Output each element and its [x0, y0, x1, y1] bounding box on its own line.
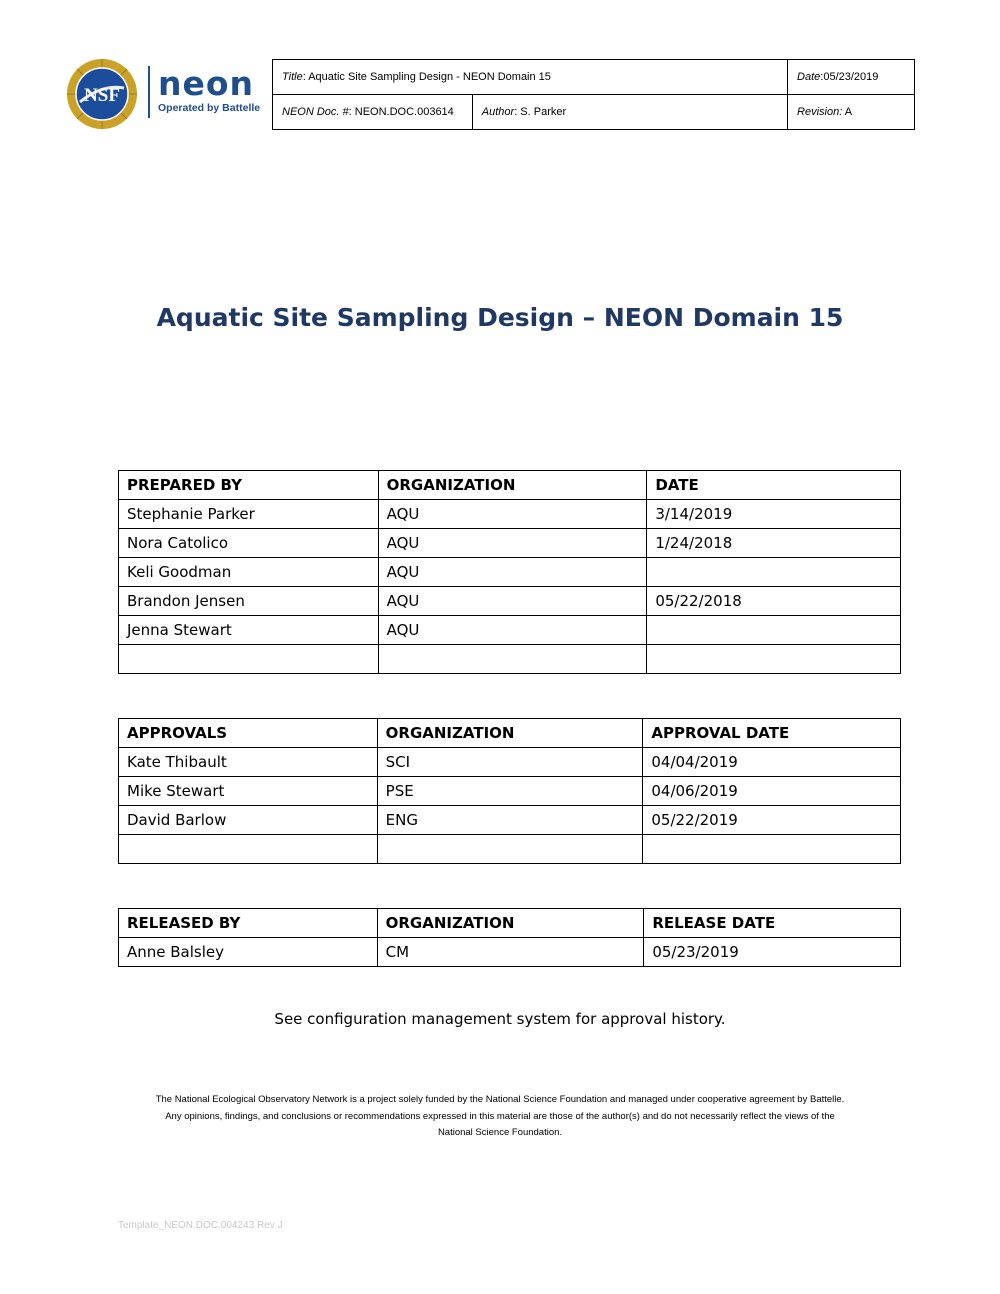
table-cell: Brandon Jensen: [119, 587, 379, 616]
neon-logo: [66, 58, 266, 130]
table-row: [119, 835, 901, 864]
table-header-row: [119, 909, 901, 938]
table-cell: PSE: [377, 777, 643, 806]
table-cell: David Barlow: [119, 806, 378, 835]
prepared-by-table: [118, 470, 901, 674]
column-header: APPROVAL DATE: [643, 719, 901, 748]
table-cell: [647, 616, 901, 645]
table-cell: [378, 645, 647, 674]
table-cell: CM: [377, 938, 644, 967]
table-cell: 05/22/2018: [647, 587, 901, 616]
table-cell: [643, 835, 901, 864]
table-cell: 04/06/2019: [643, 777, 901, 806]
table-row: [119, 500, 901, 529]
column-header: ORGANIZATION: [377, 909, 644, 938]
table-cell: AQU: [378, 529, 647, 558]
table-row: [119, 777, 901, 806]
header-revision-cell: Revision: A: [788, 95, 915, 130]
table-cell: Stephanie Parker: [119, 500, 379, 529]
table-cell: Anne Balsley: [119, 938, 378, 967]
table-cell: [647, 558, 901, 587]
table-cell: ENG: [377, 806, 643, 835]
table-cell: SCI: [377, 748, 643, 777]
disclaimer-line: The National Ecological Observatory Network is a project solely funded by the National Science Foundation and managed under cooperative agreement by Battelle.: [155, 1094, 845, 1105]
table-row: [119, 748, 901, 777]
table-row: [119, 645, 901, 674]
table-cell: [647, 645, 901, 674]
table-cell: 04/04/2019: [643, 748, 901, 777]
approvals-table: [118, 718, 901, 864]
column-header: APPROVALS: [119, 719, 378, 748]
column-header: DATE: [647, 471, 901, 500]
neon-tagline: Operated by Battelle: [158, 102, 261, 114]
column-header: ORGANIZATION: [378, 471, 647, 500]
logo-divider: [148, 66, 150, 118]
table-header-row: [119, 719, 901, 748]
approval-history-note: See configuration management system for approval history.: [274, 1010, 726, 1028]
column-header: ORGANIZATION: [377, 719, 643, 748]
table-cell: [119, 835, 378, 864]
table-cell: Jenna Stewart: [119, 616, 379, 645]
header-date-cell: Date:05/23/2019: [788, 60, 915, 95]
table-cell: [377, 835, 643, 864]
table-cell: Keli Goodman: [119, 558, 379, 587]
table-cell: AQU: [378, 500, 647, 529]
table-row: [119, 806, 901, 835]
document-title: Aquatic Site Sampling Design – NEON Domain 15: [156, 303, 844, 332]
table-cell: Mike Stewart: [119, 777, 378, 806]
table-row: [119, 938, 901, 967]
table-cell: 3/14/2019: [647, 500, 901, 529]
header-title-cell: Title: Aquatic Site Sampling Design - NEON Domain 15: [273, 60, 788, 95]
column-header: RELEASED BY: [119, 909, 378, 938]
header-doc-number-cell: NEON Doc. #: NEON.DOC.003614: [273, 95, 473, 130]
table-row: [119, 587, 901, 616]
table-cell: AQU: [378, 558, 647, 587]
header-author-cell: Author: S. Parker: [472, 95, 787, 130]
table-header-row: [119, 471, 901, 500]
table-row: [119, 616, 901, 645]
table-cell: [119, 645, 379, 674]
column-header: RELEASE DATE: [644, 909, 901, 938]
disclaimer-line: Any opinions, findings, and conclusions or recommendations expressed in this material are those of the author(s) and do not necessarily reflect the views of the: [165, 1110, 835, 1122]
nsf-seal-icon: [66, 58, 138, 130]
table-cell: Nora Catolico: [119, 529, 379, 558]
table-row: [119, 529, 901, 558]
table-cell: AQU: [378, 587, 647, 616]
table-row: [119, 558, 901, 587]
neon-wordmark: neon: [158, 64, 255, 103]
table-cell: 05/22/2019: [643, 806, 901, 835]
disclaimer-line: National Science Foundation.: [437, 1127, 563, 1138]
template-identifier: Template_NEON.DOC.004243 Rev J: [118, 1220, 283, 1231]
document-header-table: [272, 59, 915, 130]
funding-disclaimer: [110, 1092, 890, 1142]
table-cell: 1/24/2018: [647, 529, 901, 558]
table-cell: AQU: [378, 616, 647, 645]
svg-text:NSF: NSF: [84, 85, 120, 106]
released-by-table: [118, 908, 901, 967]
column-header: PREPARED BY: [119, 471, 379, 500]
table-cell: Kate Thibault: [119, 748, 378, 777]
table-cell: 05/23/2019: [644, 938, 901, 967]
